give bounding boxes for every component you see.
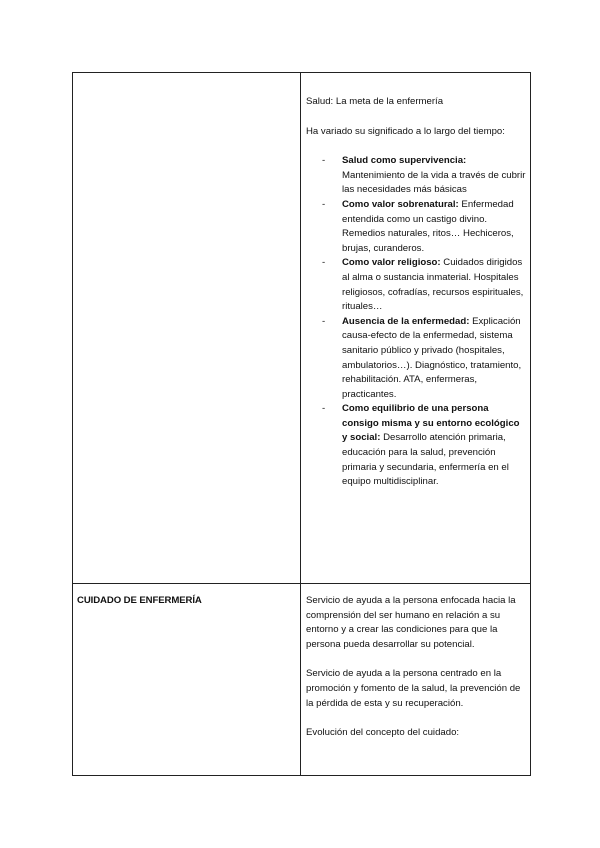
row1-left-label	[73, 73, 300, 83]
health-concept-list	[306, 154, 526, 490]
dash-bullet: -	[322, 403, 326, 415]
list-item	[306, 154, 526, 198]
definition-paragraph-1: Servicio de ayuda a la persona enfocada hacia la comprensión del ser humano en relación a su entorno y a crear las condiciones para que la persona pueda desarrollar su potencial.	[306, 595, 516, 650]
dash-bullet: -	[322, 155, 326, 167]
item-text: Enfermedad entendida como un castigo divino. Remedios naturales, ritos… Hechiceros, brujas, curanderos.	[342, 198, 514, 254]
table-row	[73, 73, 531, 584]
row1-right-cell	[301, 73, 531, 584]
evolution-heading: Evolución del concepto del cuidado:	[306, 727, 460, 739]
list-item	[306, 198, 526, 256]
item-heading: Ausencia de la enfermedad:	[342, 315, 470, 327]
item-text: Desarrollo atención primaria, educación para la salud, prevención primaria y secundaria, enfermería en el equipo multidisciplinar.	[342, 432, 509, 488]
dash-bullet: -	[322, 198, 326, 210]
section-title: Salud: La meta de la enfermería	[306, 96, 444, 107]
content-table	[72, 72, 531, 776]
intro-text: Ha variado su significado a lo largo del tiempo:	[306, 125, 505, 137]
item-text: Mantenimiento de la vida a través de cubrir las necesidades más básicas	[342, 169, 526, 196]
row1-left-cell	[73, 73, 301, 584]
item-heading: Como equilibrio de una persona consigo misma y su entorno ecológico y social:	[342, 403, 520, 444]
item-heading: Como valor sobrenatural:	[342, 198, 459, 210]
definition-paragraph-2: Servicio de ayuda a la persona centrado en la promoción y fomento de la salud, la prevención de la pérdida de esta y su recuperación.	[306, 668, 521, 709]
item-heading: Como valor religioso:	[342, 257, 441, 269]
list-item	[306, 315, 526, 403]
list-item	[306, 256, 526, 314]
row2-right-cell	[301, 584, 531, 776]
dash-bullet: -	[322, 315, 326, 327]
item-text: Explicación causa-efecto de la enfermedad, sistema sanitario público y privado (hospitales, ambulatorios…). Diagnóstico, tratamiento, rehabilitación. ATA, enfermeras, practicantes.	[342, 315, 522, 400]
list-item	[306, 402, 526, 490]
row2-left-label: CUIDADO DE ENFERMERÍA	[77, 595, 202, 606]
row2-left-cell	[73, 584, 301, 776]
table-row	[73, 584, 531, 776]
item-heading: Salud como supervivencia:	[342, 155, 467, 167]
item-text: Cuidados dirigidos al alma o sustancia inmaterial. Hospitales religiosos, cofradías, recursos espirituales, rituales…	[342, 257, 524, 313]
dash-bullet: -	[322, 257, 326, 269]
